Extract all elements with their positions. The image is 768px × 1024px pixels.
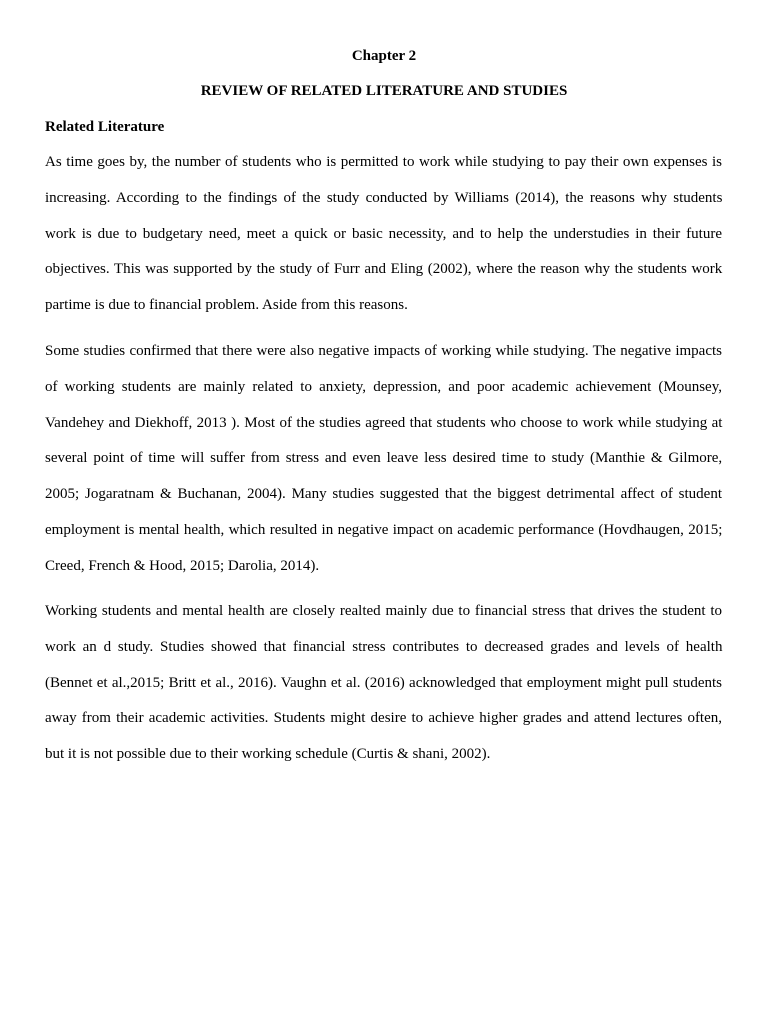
paragraph-line: employment is mental health, which resulted in negative impact on academic performance (Hovdhaugen, 2015; [45, 521, 723, 538]
paragraph-line: work an d study. Studies showed that financial stress contributes to decreased grades and levels of health [45, 638, 723, 655]
section-heading: Related Literature [45, 119, 165, 135]
paragraph-line: but it is not possible due to their working schedule (Curtis & shani, 2002). [45, 746, 491, 763]
paragraph-line: Creed, French & Hood, 2015; Darolia, 2014). [45, 557, 320, 574]
paragraph-line: objectives. This was supported by the study of Furr and Eling (2002), where the reason why the students work [45, 261, 723, 278]
chapter-title: REVIEW OF RELATED LITERATURE AND STUDIES [200, 83, 568, 99]
paragraph-line: Working students and mental health are closely realted mainly due to financial stress that drives the student to [45, 603, 723, 619]
paragraph-3 [45, 594, 722, 773]
chapter-heading: Chapter 2 [351, 48, 417, 64]
paragraph-line: As time goes by, the number of students who is permitted to work while studying to pay their own expenses is [45, 154, 723, 170]
paragraph-line: of working students are mainly related to anxiety, depression, and poor academic achievement (Mounsey, [45, 378, 722, 395]
paragraph-line: Vandehey and Diekhoff, 2013 ). Most of the studies agreed that students who choose to work while studying at [45, 414, 723, 431]
paragraph-1 [45, 145, 722, 324]
paragraph-line: (Bennet et al.,2015; Britt et al., 2016). Vaughn et al. (2016) acknowledged that employment might pull students [45, 674, 722, 691]
paragraph-line: away from their academic activities. Students might desire to achieve higher grades and attend lectures often, [45, 710, 723, 727]
paragraph-line: several point of time will suffer from stress and even leave less desired time to study (Manthie & Gilmore, [45, 450, 723, 467]
paragraph-line: increasing. According to the findings of the study conducted by Williams (2014), the reasons why students [45, 189, 723, 206]
paragraph-2 [45, 334, 722, 585]
paragraph-line: partime is due to financial problem. Aside from this reasons. [45, 297, 408, 314]
paragraph-line: 2005; Jogaratnam & Buchanan, 2004). Many studies suggested that the biggest detrimental affect of student [45, 486, 722, 503]
paragraph-line: work is due to budgetary need, meet a quick or basic necessity, and to help the understudies in their future [45, 225, 722, 242]
paragraph-line: Some studies confirmed that there were also negative impacts of working while studying. The negative impacts [45, 343, 722, 359]
